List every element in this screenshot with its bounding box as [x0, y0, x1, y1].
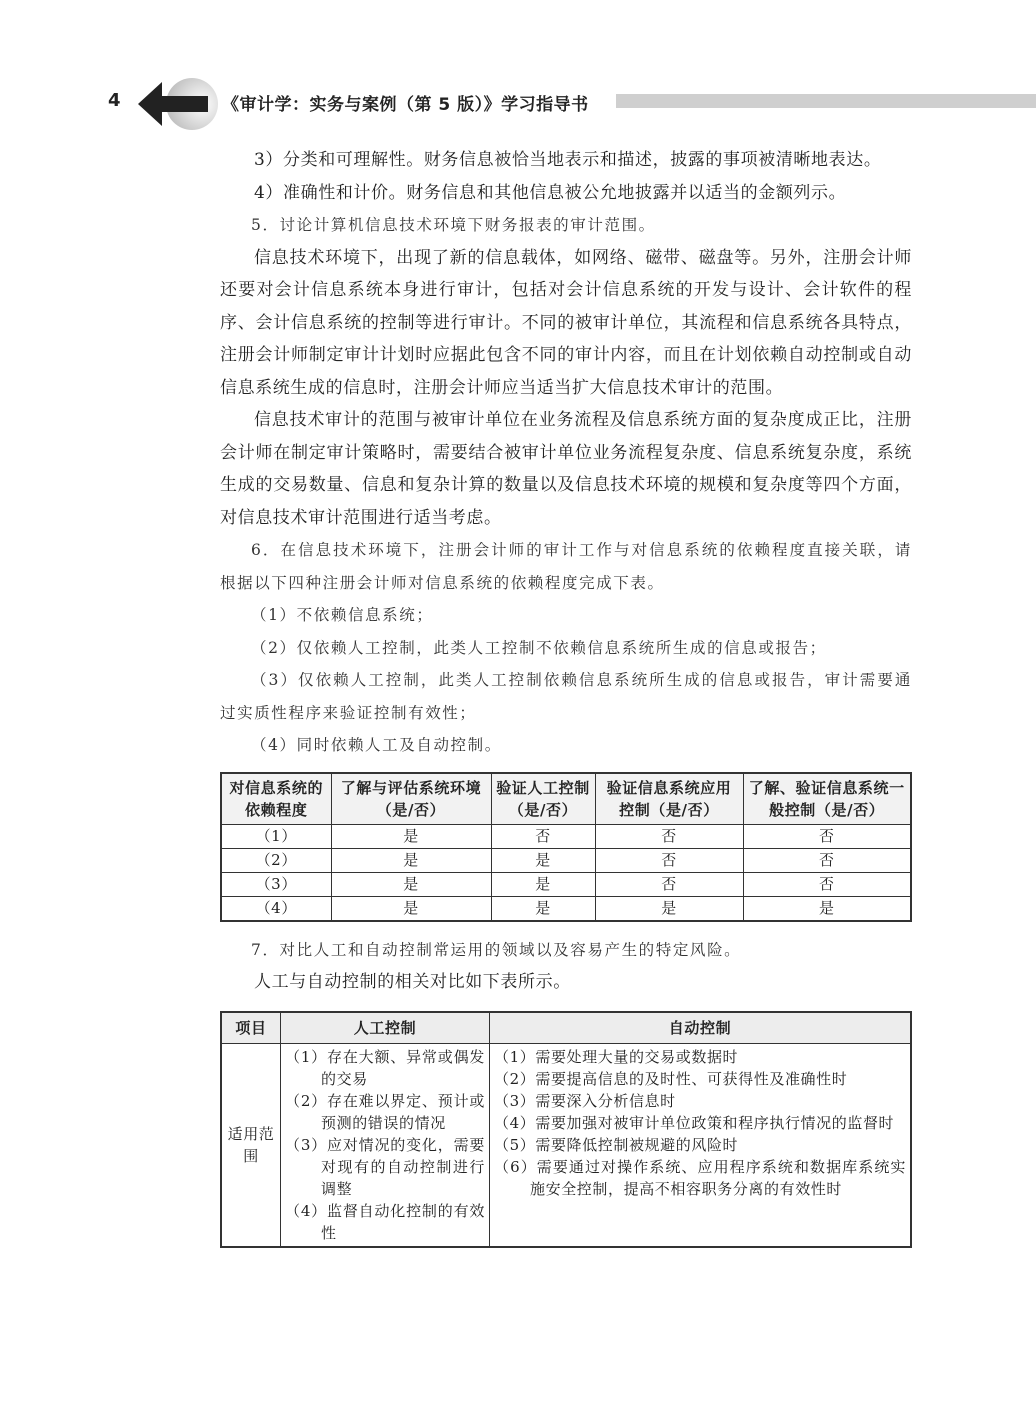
table-cell: 是 — [743, 896, 911, 921]
table-header: 了解与评估系统环境（是/否） — [331, 773, 491, 825]
question-6: 6．在信息技术环境下，注册会计师的审计工作与对信息系统的依赖程度直接关联，请根据以下四种注册会计师对信息系统的依赖程度完成下表。 — [220, 541, 912, 592]
list-item: （6）需要通过对操作系统、应用程序系统和数据库系统实施安全控制，提高不相容职务分离的有效性时 — [494, 1157, 906, 1198]
list-item: （3）应对情况的变化，需要对现有的自动控制进行调整 — [285, 1135, 485, 1198]
book-title: 《审计学：实务与案例（第 5 版）》学习指导书 — [222, 95, 589, 115]
control-comparison-table — [220, 1011, 912, 1248]
table-header: 人工控制 — [281, 1012, 490, 1044]
table-row — [221, 824, 911, 848]
paragraph: 4）准确性和计价。财务信息和其他信息被公允地披露并以适当的金额列示。 — [254, 182, 847, 203]
table-header: 对信息系统的依赖程度 — [221, 773, 331, 825]
table-cell: 是 — [491, 872, 595, 896]
list-item: （4）监督自动化控制的有效性 — [285, 1201, 485, 1242]
table-cell: 是 — [331, 824, 491, 848]
page-number: 4 — [108, 90, 121, 111]
table-header: 了解、验证信息系统一般控制（是/否） — [743, 773, 911, 825]
back-arrow-icon — [136, 78, 220, 130]
table-cell: （1） — [221, 824, 331, 848]
list-item: （3）仅依赖人工控制，此类人工控制依赖信息系统所生成的信息或报告，审计需要通过实质性程序来验证控制有效性； — [220, 671, 912, 722]
list-item: （2）仅依赖人工控制，此类人工控制不依赖信息系统所生成的信息或报告； — [251, 638, 827, 657]
table-cell: 否 — [595, 848, 743, 872]
paragraph: 人工与自动控制的相关对比如下表所示。 — [254, 972, 571, 992]
table-cell: 是 — [491, 896, 595, 921]
table-row — [221, 1043, 911, 1247]
list-item: （4）同时依赖人工及自动控制。 — [251, 736, 502, 754]
table-cell: 否 — [743, 824, 911, 848]
table-cell: 是 — [331, 896, 491, 921]
reliance-table — [220, 772, 912, 922]
table-cell: （3） — [221, 872, 331, 896]
row-label: 适用范围 — [221, 1043, 281, 1247]
table-header: 验证信息系统应用控制（是/否） — [595, 773, 743, 825]
table-header: 自动控制 — [490, 1012, 912, 1044]
page-header — [0, 70, 1036, 130]
list-item: （3）需要深入分析信息时 — [494, 1091, 676, 1110]
question-7: 7．对比人工和自动控制常运用的领域以及容易产生的特定风险。 — [251, 940, 742, 959]
table-header: 项目 — [221, 1012, 281, 1044]
list-item: （1）不依赖信息系统； — [251, 606, 434, 624]
list-item: （5）需要降低控制被规避的风险时 — [494, 1135, 739, 1154]
paragraph: 信息技术审计的范围与被审计单位在业务流程及信息系统方面的复杂度成正比，注册会计师在制定审计策略时，需要结合被审计单位业务流程复杂度、信息系统复杂度，系统生成的交易数量、信息和复杂计算的数量以及信息技术环境的规模和复杂度等四个方面，对信息技术审计范围进行适当考虑。 — [220, 410, 912, 528]
manual-control-cell — [281, 1043, 490, 1247]
paragraph: 3）分类和可理解性。财务信息被恰当地表示和描述，披露的事项被清晰地表达。 — [254, 150, 882, 170]
table-cell: 是 — [595, 896, 743, 921]
header-bar — [616, 94, 1036, 108]
page-content — [220, 144, 912, 1248]
table-row — [221, 848, 911, 872]
table-cell: （4） — [221, 896, 331, 921]
list-item: （1）需要处理大量的交易或数据时 — [494, 1047, 739, 1066]
automatic-control-cell — [490, 1043, 912, 1247]
table-cell: （2） — [221, 848, 331, 872]
list-item: （1）存在大额、异常或偶发的交易 — [285, 1047, 485, 1088]
table-cell: 否 — [595, 872, 743, 896]
table-row — [221, 896, 911, 921]
table-cell: 否 — [743, 848, 911, 872]
table-cell: 是 — [491, 848, 595, 872]
list-item: （2）需要提高信息的及时性、可获得性及准确性时 — [494, 1069, 848, 1088]
question-5: 5．讨论计算机信息技术环境下财务报表的审计范围。 — [251, 216, 656, 234]
table-cell: 否 — [491, 824, 595, 848]
table-cell: 是 — [331, 848, 491, 872]
table-row — [221, 872, 911, 896]
paragraph: 信息技术环境下，出现了新的信息载体，如网络、磁带、磁盘等。另外，注册会计师还要对会计信息系统本身进行审计，包括对会计信息系统的开发与设计、会计软件的程序、会计信息系统的控制等进行审计。不同的被审计单位，其流程和信息系统各具特点，注册会计师制定审计计划时应据此包含不同的审计内容，而且在计划依赖自动控制或自动信息系统生成的信息时，注册会计师应当适当扩大信息技术审计的范围。 — [220, 247, 912, 398]
table-header: 验证人工控制（是/否） — [491, 773, 595, 825]
table-cell: 否 — [595, 824, 743, 848]
list-item: （2）存在难以界定、预计或预测的错误的情况 — [285, 1091, 485, 1132]
list-item: （4）需要加强对被审计单位政策和程序执行情况的监督时 — [494, 1113, 895, 1132]
table-cell: 是 — [331, 872, 491, 896]
table-cell: 否 — [743, 872, 911, 896]
